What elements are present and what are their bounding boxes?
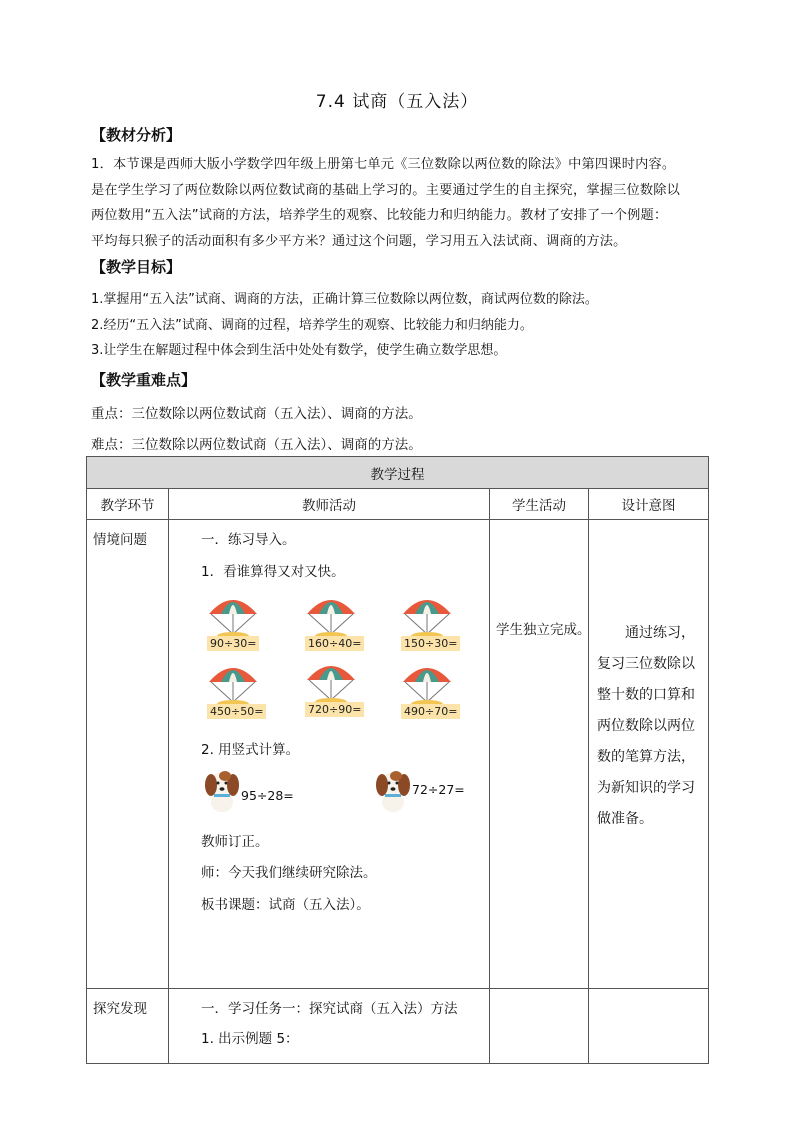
student-activity-cell: 学生独立完成。 <box>490 520 589 989</box>
column-header: 学生活动 <box>490 489 589 520</box>
vertical-calc-expression: 72÷27= <box>412 782 465 797</box>
vertical-calc-expression: 95÷28= <box>241 788 294 803</box>
parachute-problem <box>301 658 371 720</box>
puppy-problem <box>374 766 465 818</box>
table-row <box>87 989 709 1064</box>
analysis-paragraph <box>91 152 707 254</box>
keypoints-heading: 【教学重难点】 <box>91 371 197 389</box>
division-expression: 90÷30= <box>207 636 259 651</box>
step-cell: 情境问题 <box>87 520 169 989</box>
teacher-activity-cell <box>169 520 490 989</box>
analysis-line: 两位数用“五入法”试商的方法，培养学生的观察、比较能力和归纳能力。教材了安排了一个例题： <box>91 208 668 223</box>
intent-line: 为新知识的学习 <box>597 780 695 796</box>
teacher-activity-cell <box>169 989 490 1064</box>
teaching-process-table <box>86 456 709 1064</box>
parachute-problem <box>397 660 467 722</box>
division-expression: 150÷30= <box>401 636 460 651</box>
parachute-problem <box>203 592 273 654</box>
step-cell: 探究发现 <box>87 989 169 1064</box>
column-header: 教师活动 <box>169 489 490 520</box>
analysis-line: 1．本节课是西师大版小学数学四年级上册第七单元《三位数除以两位数的除法》中第四课时内容。 <box>91 157 676 172</box>
page-title: 7.4 试商（五入法） <box>315 92 479 112</box>
table-caption: 教学过程 <box>87 457 709 489</box>
division-expression: 450÷50= <box>207 704 266 719</box>
table-row <box>87 520 709 989</box>
puppy-icon <box>203 766 241 814</box>
parachute-icon <box>397 592 457 640</box>
column-header: 教学环节 <box>87 489 169 520</box>
parachute-icon <box>203 592 263 640</box>
parachute-problem <box>203 660 273 722</box>
teacher-line: 1. 出示例题 5： <box>201 1031 299 1047</box>
division-expression: 160÷40= <box>305 636 364 651</box>
parachute-icon <box>301 658 361 706</box>
intent-line: 通过练习， <box>625 625 695 641</box>
goal-item: 2.经历“五入法”试商、调商的过程，培养学生的观察、比较能力和归纳能力。 <box>91 318 533 333</box>
teacher-line: 板书课题：试商（五入法）。 <box>201 897 370 913</box>
teacher-line: 2. 用竖式计算。 <box>201 742 300 758</box>
analysis-line: 是在学生学习了两位数除以两位数试商的基础上学习的。主要通过学生的自主探究，掌握三位数除以 <box>91 182 681 198</box>
goals-heading: 【教学目标】 <box>91 258 182 276</box>
goal-item: 3.让学生在解题过程中体会到生活中处处有数学，使学生确立数学思想。 <box>91 343 507 358</box>
parachute-icon <box>203 660 263 708</box>
parachute-problem <box>301 592 371 654</box>
goal-item: 1.掌握用“五入法”试商、调商的方法，正确计算三位数除以两位数，商试两位数的除法。 <box>91 292 598 307</box>
analysis-heading: 【教材分析】 <box>91 126 182 144</box>
intent-line: 整十数的口算和 <box>597 687 695 703</box>
teacher-line: 教师订正。 <box>201 834 269 850</box>
intent-line: 复习三位数除以 <box>597 656 695 672</box>
teacher-line: 师：今天我们继续研究除法。 <box>201 865 377 881</box>
puppy-problem <box>203 766 294 818</box>
intent-line: 做准备。 <box>597 811 653 827</box>
teacher-line: 一．练习导入。 <box>201 532 296 548</box>
student-activity-cell <box>490 989 589 1064</box>
parachute-icon <box>301 592 361 640</box>
puppy-icon <box>374 766 412 814</box>
teacher-line: 一．学习任务一：探究试商（五入法）方法 <box>201 1001 458 1017</box>
parachute-problem <box>397 592 467 654</box>
division-expression: 720÷90= <box>305 702 364 717</box>
division-expression: 490÷70= <box>401 704 460 719</box>
design-intent-cell <box>589 520 709 989</box>
analysis-line: 平均每只猴子的活动面积有多少平方米？通过这个问题，学习用五入法试商、调商的方法。 <box>91 233 627 249</box>
column-header: 设计意图 <box>589 489 709 520</box>
design-intent-cell <box>589 989 709 1064</box>
difficult-point: 难点：三位数除以两位数试商（五入法）、调商的方法。 <box>91 437 422 453</box>
intent-line: 两位数除以两位 <box>597 718 695 734</box>
key-point: 重点：三位数除以两位数试商（五入法）、调商的方法。 <box>91 406 422 422</box>
parachute-icon <box>397 660 457 708</box>
intent-line: 数的笔算方法， <box>597 749 695 765</box>
teacher-line: 1．看谁算得又对又快。 <box>201 564 345 580</box>
